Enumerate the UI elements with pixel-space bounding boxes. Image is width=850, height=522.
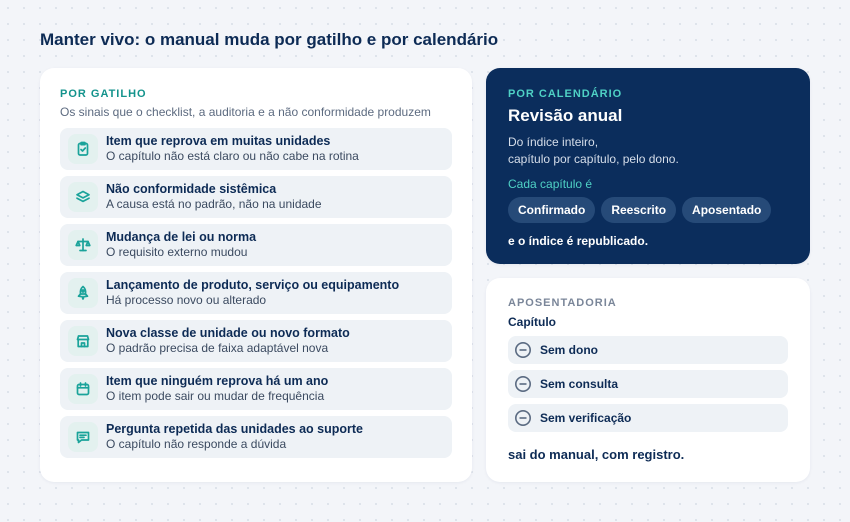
trigger-item xyxy=(60,416,452,458)
retirement-card xyxy=(486,278,810,482)
calendar-icon xyxy=(68,374,98,404)
chip-aposentado: Aposentado xyxy=(682,197,771,223)
trigger-list xyxy=(60,128,452,458)
chip-confirmado: Confirmado xyxy=(508,197,595,223)
scale-icon xyxy=(68,230,98,260)
trigger-desc: O requisito externo mudou xyxy=(106,245,248,260)
trigger-title: Mudança de lei ou norma xyxy=(106,230,257,245)
chip-reescrito: Reescrito xyxy=(601,197,676,223)
calendar-desc-line: capítulo por capítulo, pelo dono. xyxy=(508,152,679,167)
retirement-list xyxy=(508,336,788,432)
layers-icon xyxy=(68,182,98,212)
trigger-desc: Há processo novo ou alterado xyxy=(106,293,267,308)
calendar-footer: e o índice é republicado. xyxy=(508,233,649,248)
trigger-item xyxy=(60,128,452,170)
minus-circle-icon xyxy=(514,375,532,393)
triggers-subtitle: Os sinais que o checklist, a auditoria e a não conformidade produzem xyxy=(60,105,431,119)
trigger-title: Pergunta repetida das unidades ao suporte xyxy=(106,422,364,437)
minus-circle-icon xyxy=(514,341,532,359)
clipboard-icon xyxy=(68,134,98,164)
minus-circle-icon xyxy=(514,409,532,427)
retirement-footer: sai do manual, com registro. xyxy=(508,447,685,462)
trigger-item xyxy=(60,224,452,266)
trigger-item xyxy=(60,368,452,410)
triggers-card xyxy=(40,68,472,482)
calendar-title: Revisão anual xyxy=(508,106,623,125)
trigger-item xyxy=(60,176,452,218)
calendar-kicker: POR CALENDÁRIO xyxy=(508,88,623,100)
trigger-title: Lançamento de produto, serviço ou equipamento xyxy=(106,278,400,293)
retirement-item xyxy=(508,370,788,398)
rocket-icon xyxy=(68,278,98,308)
retirement-item-label: Sem verificação xyxy=(540,411,632,425)
retirement-item xyxy=(508,404,788,432)
trigger-desc: O capítulo não responde a dúvida xyxy=(106,437,287,452)
calendar-desc-line: Do índice inteiro, xyxy=(508,135,599,149)
trigger-title: Item que reprova em muitas unidades xyxy=(106,134,331,149)
trigger-desc: A causa está no padrão, não na unidade xyxy=(106,197,322,212)
trigger-desc: O item pode sair ou mudar de frequência xyxy=(106,389,325,404)
retirement-subtitle: Capítulo xyxy=(508,315,556,329)
triggers-kicker: POR GATILHO xyxy=(60,88,147,100)
store-icon xyxy=(68,326,98,356)
calendar-each-label: Cada capítulo é xyxy=(508,176,593,191)
page-title: Manter vivo: o manual muda por gatilho e por calendário xyxy=(40,30,499,49)
calendar-desc xyxy=(508,134,788,169)
trigger-desc: O padrão precisa de faixa adaptável nova xyxy=(106,341,329,356)
trigger-title: Item que ninguém reprova há um ano xyxy=(106,374,329,389)
trigger-title: Nova classe de unidade ou novo formato xyxy=(106,326,350,341)
calendar-card xyxy=(486,68,810,264)
trigger-desc: O capítulo não está claro ou não cabe na rotina xyxy=(106,149,359,164)
retirement-kicker: APOSENTADORIA xyxy=(508,297,617,309)
retirement-item-label: Sem dono xyxy=(540,343,599,357)
retirement-item xyxy=(508,336,788,364)
trigger-title: Não conformidade sistêmica xyxy=(106,182,277,197)
trigger-item xyxy=(60,272,452,314)
trigger-item xyxy=(60,320,452,362)
chat-icon xyxy=(68,422,98,452)
outcome-chips xyxy=(508,197,788,223)
retirement-item-label: Sem consulta xyxy=(540,377,619,391)
